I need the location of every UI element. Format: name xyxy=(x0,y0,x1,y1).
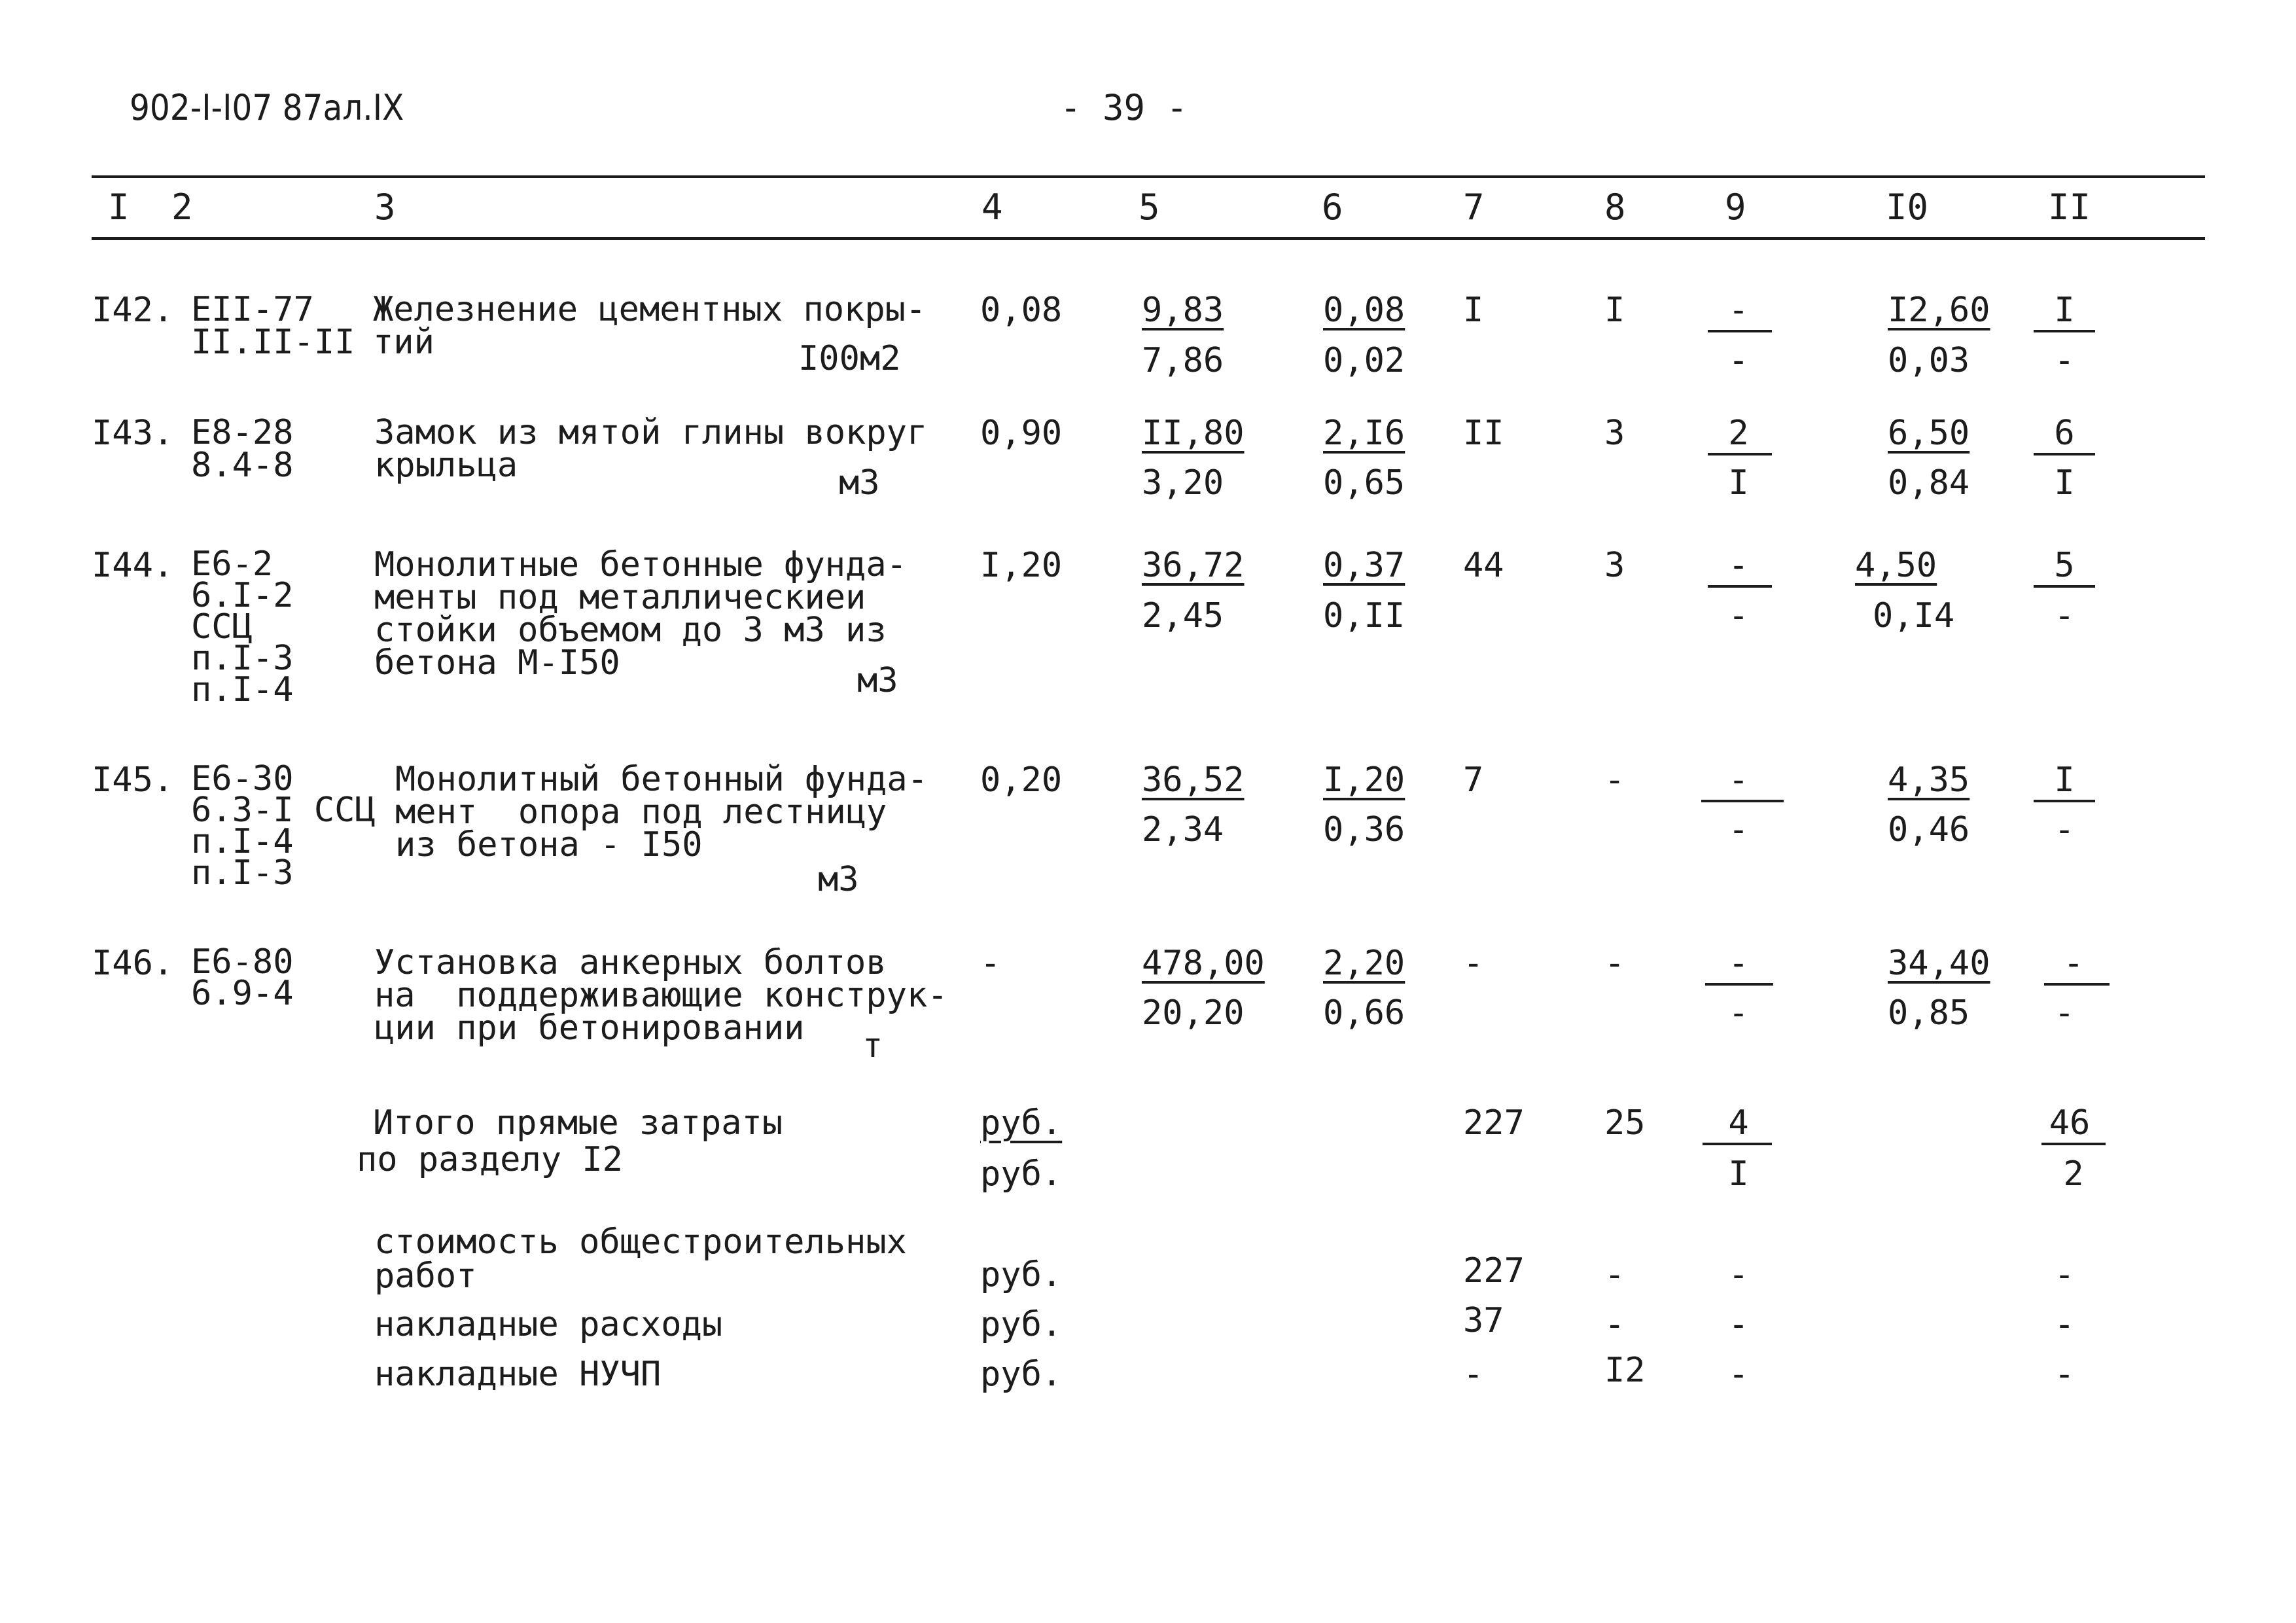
header-top-rule xyxy=(92,175,2205,178)
fraction-line xyxy=(1708,330,1772,332)
row-col7: - xyxy=(1463,944,1484,983)
row-col7: II xyxy=(1463,414,1504,453)
totals-general-col9: - xyxy=(1728,1255,1749,1294)
row-unit: м3 xyxy=(839,463,880,503)
fraction-line xyxy=(2041,1143,2106,1145)
row-description: Железнение цементных покры- тий xyxy=(373,290,927,362)
fraction-line xyxy=(1708,585,1772,588)
row-col8: - xyxy=(1604,760,1625,800)
row-number: I45. xyxy=(92,760,174,800)
row-unit: м3 xyxy=(857,661,898,700)
row-unit: м3 xyxy=(818,860,859,899)
row-code: E6-80 6.9-4 xyxy=(191,942,294,1013)
row-col6-bottom: 0,66 xyxy=(1323,993,1405,1033)
row-col8: 3 xyxy=(1604,414,1625,453)
row-col6-bottom: 0,II xyxy=(1323,596,1405,635)
fraction-line xyxy=(1705,983,1773,986)
row-number: I42. xyxy=(92,291,174,330)
fraction-line xyxy=(2034,800,2095,802)
totals-general-unit: руб. xyxy=(980,1255,1063,1294)
row-col5-bottom: 20,20 xyxy=(1142,993,1245,1033)
totals-overhead-col11: - xyxy=(2054,1305,2075,1344)
row-description: Замок из мятой глины вокруг крыльца xyxy=(374,413,928,485)
row-number: I43. xyxy=(92,414,174,453)
totals-general-col11: - xyxy=(2054,1255,2075,1294)
totals-direct-col9-top: 4 xyxy=(1728,1103,1749,1143)
totals-direct-unit-bottom: руб. xyxy=(980,1154,1063,1194)
totals-nuchp-col11: - xyxy=(2054,1355,2075,1394)
totals-direct-unit-top: руб. xyxy=(980,1103,1063,1143)
totals-nuchp-col7: - xyxy=(1463,1355,1484,1394)
row-code: EII-77 II.II-II xyxy=(191,290,355,362)
row-number: I44. xyxy=(92,546,174,585)
row-col5-bottom: 2,34 xyxy=(1142,810,1224,849)
row-col4: - xyxy=(980,944,1001,983)
totals-direct-col11-top: 46 xyxy=(2049,1103,2091,1143)
row-col5-top: 36,72 xyxy=(1142,546,1245,585)
col-header-2: 2 xyxy=(171,187,193,228)
totals-direct-col9-bottom: I xyxy=(1728,1154,1749,1194)
row-code: E8-28 8.4-8 xyxy=(191,413,294,485)
col-header-3: 3 xyxy=(374,187,396,228)
row-col4: I,20 xyxy=(980,546,1063,585)
fraction-line xyxy=(2034,585,2095,588)
row-col11-bottom: - xyxy=(2054,596,2075,635)
fraction-line xyxy=(2034,330,2095,332)
row-unit: т xyxy=(862,1026,883,1065)
row-col9-bottom: - xyxy=(1728,341,1749,380)
row-col4: 0,90 xyxy=(980,414,1063,453)
row-col5-top: 9,83 xyxy=(1142,291,1224,330)
row-col11-bottom: - xyxy=(2054,810,2075,849)
fraction-line xyxy=(1708,453,1772,455)
row-col9-bottom: - xyxy=(1728,810,1749,849)
totals-direct-col11-bottom: 2 xyxy=(2063,1154,2084,1194)
header-bottom-rule xyxy=(92,237,2205,240)
row-col4: 0,20 xyxy=(980,760,1063,800)
row-col9-bottom: - xyxy=(1728,596,1749,635)
row-code: E6-2 6.I-2 ССЦ п.I-3 п.I-4 xyxy=(191,544,294,709)
row-col5-bottom: 3,20 xyxy=(1142,463,1224,503)
row-col10-top: 4,50 xyxy=(1855,546,1937,585)
row-col10-top: 34,40 xyxy=(1888,944,1990,983)
row-col11-top: I xyxy=(2054,291,2075,330)
row-col7: 44 xyxy=(1463,546,1504,585)
row-col10-bottom: 0,I4 xyxy=(1873,596,1955,635)
row-number: I46. xyxy=(92,944,174,983)
fraction-line xyxy=(2034,453,2095,455)
row-col7: 7 xyxy=(1463,760,1484,800)
totals-overhead-col9: - xyxy=(1728,1305,1749,1344)
col-header-1: I xyxy=(108,187,130,228)
row-col11-top: 6 xyxy=(2054,414,2075,453)
row-col6-top: I,20 xyxy=(1323,760,1405,800)
row-col10-bottom: 0,85 xyxy=(1888,993,1970,1033)
row-description: Монолитные бетонные фунда- менты под металлическиеи стойки объемом до 3 м3 из бетона М-I50 xyxy=(374,545,907,683)
row-col5-bottom: 2,45 xyxy=(1142,596,1224,635)
row-col10-top: 6,50 xyxy=(1888,414,1970,453)
col-header-8: 8 xyxy=(1604,187,1626,228)
row-col11-top: - xyxy=(2063,944,2084,983)
row-description: Монолитный бетонный фунда- мент опора под лестницу из бетона - I50 xyxy=(395,760,928,865)
row-col6-top: 2,I6 xyxy=(1323,414,1405,453)
row-col9-bottom: - xyxy=(1728,993,1749,1033)
totals-general-label: стоимость общестроительных работ xyxy=(374,1222,907,1296)
row-col11-bottom: I xyxy=(2054,463,2075,503)
fraction-line xyxy=(1703,1143,1772,1145)
document-code: 902-I-I07 87ал.IX xyxy=(130,87,404,128)
totals-overhead-col8: - xyxy=(1604,1305,1625,1344)
row-col10-bottom: 0,84 xyxy=(1888,463,1970,503)
row-col10-top: I2,60 xyxy=(1888,291,1990,330)
row-col9-top: - xyxy=(1728,944,1749,983)
row-col11-top: I xyxy=(2054,760,2075,800)
col-header-6: 6 xyxy=(1322,187,1343,228)
totals-general-col7: 227 xyxy=(1463,1251,1525,1291)
col-header-9: 9 xyxy=(1725,187,1746,228)
totals-overhead-label: накладные расходы xyxy=(374,1305,723,1344)
col-header-4: 4 xyxy=(981,187,1003,228)
totals-overhead-unit: руб. xyxy=(980,1305,1063,1344)
totals-direct-col8: 25 xyxy=(1604,1103,1646,1143)
row-col9-top: 2 xyxy=(1728,414,1749,453)
row-col11-bottom: - xyxy=(2054,341,2075,380)
totals-direct-label-line2: по разделу I2 xyxy=(357,1140,623,1179)
col-header-10: I0 xyxy=(1886,187,1929,228)
row-col5-top: 478,00 xyxy=(1142,944,1265,983)
row-col7: I xyxy=(1463,291,1484,330)
row-col6-bottom: 0,36 xyxy=(1323,810,1405,849)
totals-overhead-col7: 37 xyxy=(1463,1301,1504,1340)
totals-nuchp-col8: I2 xyxy=(1604,1351,1646,1390)
row-col8: - xyxy=(1604,944,1625,983)
totals-general-col8: - xyxy=(1604,1255,1625,1294)
row-col6-top: 0,08 xyxy=(1323,291,1405,330)
row-col4: 0,08 xyxy=(980,291,1063,330)
row-col5-top: 36,52 xyxy=(1142,760,1245,800)
row-col8: I xyxy=(1604,291,1625,330)
row-col5-top: II,80 xyxy=(1142,414,1245,453)
fraction-line xyxy=(1701,800,1784,802)
row-col6-top: 2,20 xyxy=(1323,944,1405,983)
row-col11-top: 5 xyxy=(2054,546,2075,585)
col-header-11: II xyxy=(2048,187,2091,228)
page-number: - 39 - xyxy=(1060,87,1188,128)
row-col6-top: 0,37 xyxy=(1323,546,1405,585)
row-col9-top: - xyxy=(1728,546,1749,585)
row-col5-bottom: 7,86 xyxy=(1142,341,1224,380)
totals-direct-label-line1: Итого прямые затраты xyxy=(373,1103,783,1143)
row-col6-bottom: 0,65 xyxy=(1323,463,1405,503)
row-col9-top: - xyxy=(1728,760,1749,800)
row-col11-bottom: - xyxy=(2054,993,2075,1033)
totals-nuchp-label: накладные НУЧП xyxy=(374,1355,662,1394)
row-code: E6-30 6.3-I ССЦ п.I-4 п.I-3 xyxy=(191,759,376,893)
row-col6-bottom: 0,02 xyxy=(1323,341,1405,380)
row-description: Установка анкерных болтов на поддерживающие конструк- ции при бетонировании xyxy=(374,943,948,1048)
totals-nuchp-col9: - xyxy=(1728,1355,1749,1394)
row-col8: 3 xyxy=(1604,546,1625,585)
row-col9-bottom: I xyxy=(1728,463,1749,503)
totals-direct-col7: 227 xyxy=(1463,1103,1525,1143)
totals-nuchp-unit: руб. xyxy=(980,1355,1063,1394)
row-col10-bottom: 0,03 xyxy=(1888,341,1970,380)
row-col10-bottom: 0,46 xyxy=(1888,810,1970,849)
col-header-5: 5 xyxy=(1139,187,1160,228)
row-unit: I00м2 xyxy=(798,339,901,378)
col-header-7: 7 xyxy=(1463,187,1485,228)
fraction-line xyxy=(2044,983,2110,986)
row-col9-top: - xyxy=(1728,291,1749,330)
row-col10-top: 4,35 xyxy=(1888,760,1970,800)
